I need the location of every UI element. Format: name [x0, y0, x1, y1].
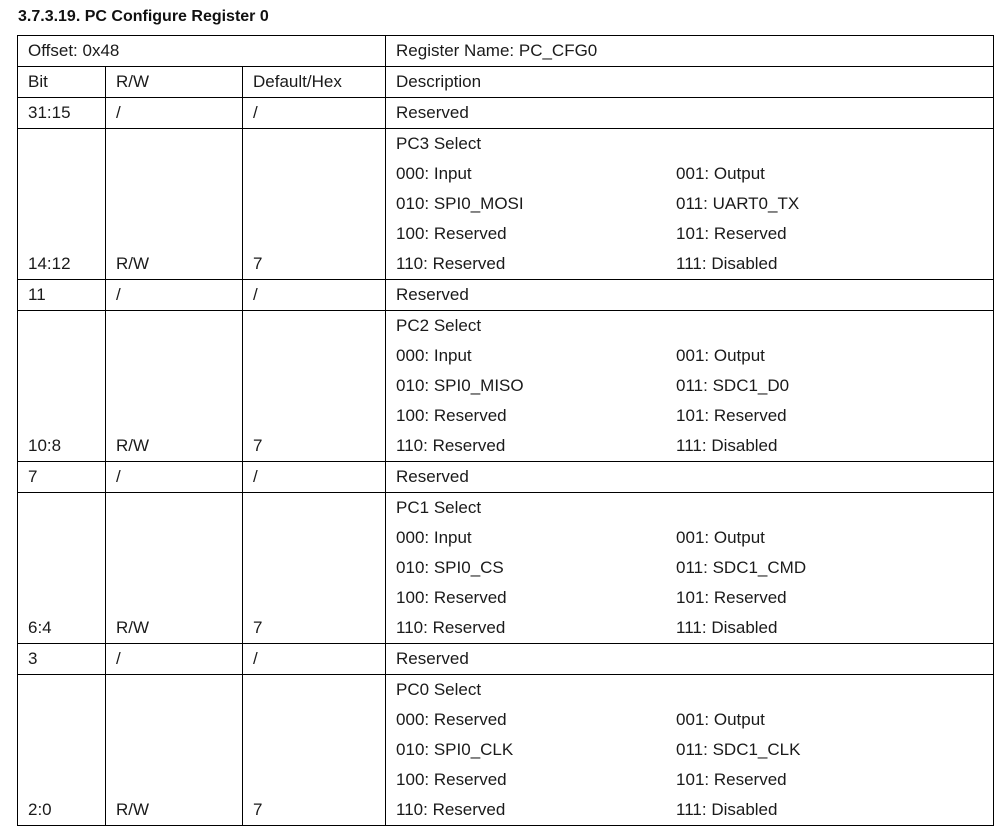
option-value: 100: Reserved [396, 406, 507, 425]
option-value: 011: UART0_TX [676, 194, 800, 213]
option-value: 001: Output [676, 164, 765, 183]
description-cell [386, 129, 994, 280]
option-value: 011: SDC1_CLK [676, 740, 801, 759]
default-cell: 7 [243, 493, 386, 644]
description-cell [386, 311, 994, 462]
default-cell: / [243, 462, 386, 493]
select-title: PC1 Select [396, 498, 482, 517]
option-value: 110: Reserved [396, 254, 506, 273]
option-value: 011: SDC1_D0 [676, 376, 790, 395]
description-cell: Reserved [386, 462, 994, 493]
default-cell: 7 [243, 675, 386, 826]
option-value: 110: Reserved [396, 618, 506, 637]
column-header-rw: R/W [106, 67, 243, 98]
description-cell: Reserved [386, 644, 994, 675]
table-row [18, 644, 994, 675]
column-header-bit: Bit [18, 67, 106, 98]
bit-cell: 10:8 [18, 311, 106, 462]
register-header-row [18, 36, 994, 67]
option-value: 101: Reserved [676, 770, 787, 789]
table-row [18, 129, 994, 280]
select-title: PC3 Select [396, 134, 482, 153]
default-cell: / [243, 644, 386, 675]
bit-cell: 7 [18, 462, 106, 493]
option-value: 111: Disabled [676, 436, 778, 455]
option-value: 100: Reserved [396, 588, 507, 607]
description-cell: Reserved [386, 98, 994, 129]
table-row [18, 98, 994, 129]
option-value: 011: SDC1_CMD [676, 558, 807, 577]
option-value: 111: Disabled [676, 618, 778, 637]
rw-cell: / [106, 280, 243, 311]
table-row [18, 311, 994, 462]
rw-cell: R/W [106, 311, 243, 462]
rw-cell: R/W [106, 129, 243, 280]
option-value: 001: Output [676, 528, 765, 547]
option-value: 000: Input [396, 164, 472, 183]
section-title: 3.7.3.19. PC Configure Register 0 [18, 8, 269, 25]
option-value: 010: SPI0_CS [396, 558, 504, 577]
option-value: 100: Reserved [396, 770, 507, 789]
column-header-row [18, 67, 994, 98]
option-value: 101: Reserved [676, 588, 787, 607]
bit-cell: 14:12 [18, 129, 106, 280]
rw-cell: / [106, 98, 243, 129]
option-value: 000: Input [396, 346, 472, 365]
select-title: PC0 Select [396, 680, 482, 699]
table-row [18, 462, 994, 493]
option-value: 001: Output [676, 710, 765, 729]
column-header-description: Description [386, 67, 994, 98]
default-cell: / [243, 280, 386, 311]
bit-cell: 2:0 [18, 675, 106, 826]
option-value: 101: Reserved [676, 224, 787, 243]
table-row [18, 675, 994, 826]
option-value: 010: SPI0_CLK [396, 740, 514, 759]
bit-cell: 3 [18, 644, 106, 675]
rw-cell: R/W [106, 675, 243, 826]
option-value: 001: Output [676, 346, 765, 365]
register-table [17, 35, 994, 826]
description-cell [386, 675, 994, 826]
table-row [18, 493, 994, 644]
offset-cell: Offset: 0x48 [18, 36, 386, 67]
option-value: 110: Reserved [396, 800, 506, 819]
option-value: 111: Disabled [676, 800, 778, 819]
option-value: 111: Disabled [676, 254, 778, 273]
bit-cell: 11 [18, 280, 106, 311]
select-title: PC2 Select [396, 316, 482, 335]
default-cell: 7 [243, 129, 386, 280]
rw-cell: R/W [106, 493, 243, 644]
option-value: 010: SPI0_MISO [396, 376, 524, 395]
option-value: 100: Reserved [396, 224, 507, 243]
description-cell [386, 493, 994, 644]
table-row [18, 280, 994, 311]
bit-cell: 6:4 [18, 493, 106, 644]
description-cell: Reserved [386, 280, 994, 311]
option-value: 000: Reserved [396, 710, 507, 729]
option-value: 101: Reserved [676, 406, 787, 425]
option-value: 110: Reserved [396, 436, 506, 455]
default-cell: / [243, 98, 386, 129]
rw-cell: / [106, 462, 243, 493]
option-value: 000: Input [396, 528, 472, 547]
rw-cell: / [106, 644, 243, 675]
bit-cell: 31:15 [18, 98, 106, 129]
option-value: 010: SPI0_MOSI [396, 194, 524, 213]
default-cell: 7 [243, 311, 386, 462]
register-name-cell: Register Name: PC_CFG0 [386, 36, 994, 67]
column-header-default: Default/Hex [243, 67, 386, 98]
